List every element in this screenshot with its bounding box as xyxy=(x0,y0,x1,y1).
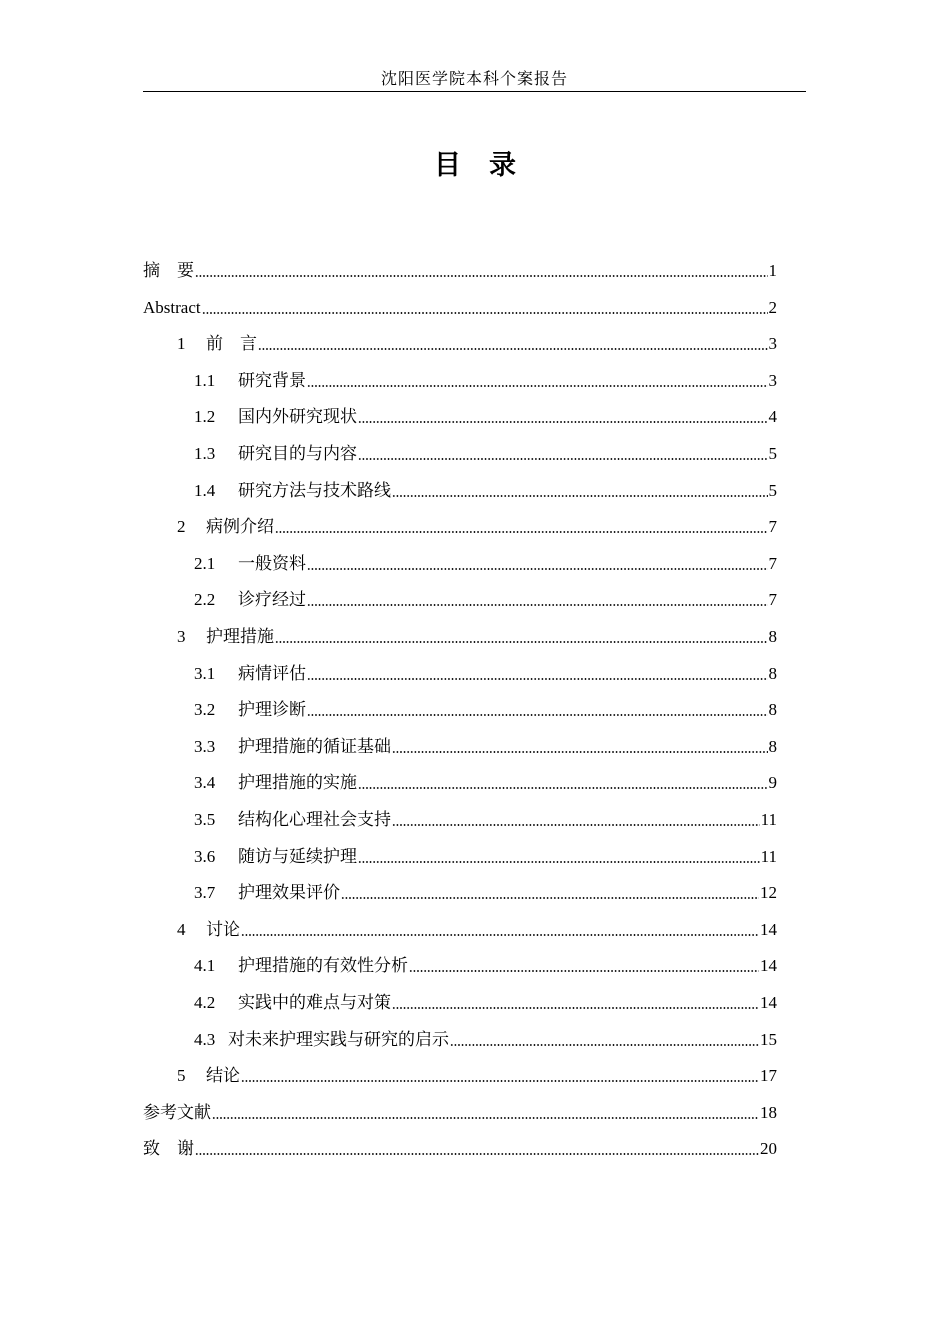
toc-dot-leader xyxy=(307,385,768,387)
toc-entry-title: 病情评估 xyxy=(238,663,306,683)
toc-entry-page-number: 2 xyxy=(768,297,777,317)
toc-entry-page-number: 8 xyxy=(768,700,777,720)
toc-entry-page-number: 5 xyxy=(768,444,777,463)
toc-entry-number: 1.3 xyxy=(194,444,216,463)
toc-entry-number: 3 xyxy=(177,627,186,646)
toc-entry-title: 研究方法与技术路线 xyxy=(238,480,391,500)
toc-entry-title: 一般资料 xyxy=(238,553,306,573)
toc-dot-leader xyxy=(341,897,759,899)
toc-entry-page-number: 7 xyxy=(768,553,777,573)
toc-entry[interactable] xyxy=(194,770,777,794)
toc-entry-page-number: 17 xyxy=(760,1066,777,1086)
toc-entry-title: 摘 要 xyxy=(143,261,194,280)
toc-entry[interactable] xyxy=(194,587,777,611)
toc-entry-number: 2 xyxy=(177,517,186,537)
toc-entry-number: 3.6 xyxy=(194,846,216,866)
toc-entry[interactable] xyxy=(177,917,777,941)
toc-entry[interactable] xyxy=(194,661,777,685)
toc-entry[interactable] xyxy=(177,624,777,648)
page-header-title: 沈阳医学院本科个案报告 xyxy=(380,71,568,88)
toc-entry-page-number: 18 xyxy=(760,1102,777,1122)
toc-dot-leader xyxy=(275,641,768,643)
toc-entry-page-number: 3 xyxy=(768,370,777,390)
toc-dot-leader xyxy=(212,1117,759,1119)
toc-entry-page-number: 8 xyxy=(768,663,777,683)
toc-entry-page-number: 11 xyxy=(760,810,777,829)
toc-entry[interactable] xyxy=(143,258,777,282)
toc-entry-title: 随访与延续护理 xyxy=(238,846,357,866)
toc-entry-title: 参考文献 xyxy=(143,1102,211,1122)
toc-entry[interactable] xyxy=(194,807,777,831)
toc-entry[interactable] xyxy=(143,1136,777,1160)
toc-entry-page-number: 8 xyxy=(768,736,777,756)
toc-title: 目录 xyxy=(434,150,544,181)
toc-dot-leader xyxy=(392,1007,759,1009)
toc-entry-title: 研究目的与内容 xyxy=(238,444,357,463)
toc-entry-page-number: 7 xyxy=(768,517,777,537)
toc-dot-leader xyxy=(241,1080,759,1082)
toc-dot-leader xyxy=(195,275,768,277)
toc-entry[interactable] xyxy=(194,478,777,502)
toc-entry-title: 护理措施的实施 xyxy=(238,773,357,793)
toc-entry-title: 对未来护理实践与研究的启示 xyxy=(228,1029,449,1049)
toc-dot-leader xyxy=(392,824,760,826)
toc-entry-page-number: 7 xyxy=(768,590,777,610)
toc-entry[interactable] xyxy=(177,331,777,355)
toc-entry[interactable] xyxy=(194,844,777,868)
toc-entry-number: 3.5 xyxy=(194,810,216,829)
toc-entry[interactable] xyxy=(143,295,777,319)
toc-entry-number: 2.2 xyxy=(194,590,216,610)
toc-entry-title: 诊疗经过 xyxy=(238,590,306,610)
toc-dot-leader xyxy=(241,934,759,936)
toc-entry-title: 研究背景 xyxy=(238,370,306,390)
toc-dot-leader xyxy=(450,1044,759,1046)
toc-entry-title: 护理措施的有效性分析 xyxy=(238,956,408,976)
toc-entry-number: 1.1 xyxy=(194,370,216,390)
toc-entry-number: 5 xyxy=(177,1066,186,1086)
toc-entry[interactable] xyxy=(194,441,777,465)
toc-dot-leader xyxy=(392,495,768,497)
toc-entry-number: 3.4 xyxy=(194,773,216,793)
toc-dot-leader xyxy=(358,458,768,460)
toc-entry[interactable] xyxy=(194,404,777,428)
toc-entry-number: 2.1 xyxy=(194,553,216,573)
toc-entry-title: 护理措施的循证基础 xyxy=(238,736,391,756)
toc-entry[interactable] xyxy=(194,697,777,721)
toc-entry-title: 结构化心理社会支持 xyxy=(238,810,391,829)
toc-entry[interactable] xyxy=(194,551,777,575)
toc-entry-title: 护理效果评价 xyxy=(238,883,340,903)
toc-entry[interactable] xyxy=(194,990,777,1014)
toc-dot-leader xyxy=(358,787,768,789)
toc-entry-number: 4.3 xyxy=(194,1029,216,1049)
toc-entry-page-number: 14 xyxy=(760,993,777,1012)
toc-dot-leader xyxy=(307,714,768,716)
toc-dot-leader xyxy=(358,421,768,423)
toc-dot-leader xyxy=(409,970,759,972)
toc-entry[interactable] xyxy=(143,1100,777,1124)
toc-dot-leader xyxy=(195,1153,759,1155)
toc-entry-title: 国内外研究现状 xyxy=(238,407,357,427)
toc-dot-leader xyxy=(258,348,768,350)
toc-entry-number: 3.3 xyxy=(194,736,216,756)
toc-entry-number: 4.2 xyxy=(194,993,216,1012)
toc-entry-page-number: 3 xyxy=(768,334,777,354)
toc-entry[interactable] xyxy=(194,953,777,977)
toc-entry-title: 结论 xyxy=(206,1066,240,1086)
toc-entry-title: Abstract xyxy=(143,297,201,317)
toc-entry-page-number: 1 xyxy=(768,261,777,280)
toc-entry-number: 1.4 xyxy=(194,480,216,500)
toc-entry-page-number: 11 xyxy=(760,846,777,866)
toc-entry-number: 3.2 xyxy=(194,700,216,720)
toc-dot-leader xyxy=(307,568,768,570)
toc-entry-number: 3.1 xyxy=(194,663,216,683)
toc-entry-title: 实践中的难点与对策 xyxy=(238,993,391,1012)
toc-entry-page-number: 14 xyxy=(760,956,777,976)
toc-entry-page-number: 15 xyxy=(760,1029,777,1049)
toc-entry[interactable] xyxy=(194,1027,777,1051)
toc-dot-leader xyxy=(202,312,768,314)
toc-entry-page-number: 12 xyxy=(760,883,777,903)
toc-entry-title: 前 言 xyxy=(206,334,257,354)
toc-dot-leader xyxy=(275,531,768,533)
toc-dot-leader xyxy=(307,604,768,606)
toc-dot-leader xyxy=(307,678,768,680)
toc-entry-page-number: 4 xyxy=(768,407,777,427)
toc-entry[interactable] xyxy=(177,514,777,538)
toc-entry-page-number: 20 xyxy=(760,1139,777,1159)
toc-entry-title: 病例介绍 xyxy=(206,517,274,537)
toc-entry-title: 护理措施 xyxy=(206,627,274,646)
toc-entry-number: 1.2 xyxy=(194,407,216,427)
toc-entry[interactable] xyxy=(177,1063,777,1087)
toc-entry-number: 3.7 xyxy=(194,883,216,903)
toc-entry[interactable] xyxy=(194,368,777,392)
toc-entry[interactable] xyxy=(194,734,777,758)
toc-dot-leader xyxy=(392,751,768,753)
toc-entry-number: 1 xyxy=(177,334,186,354)
toc-entry-page-number: 14 xyxy=(760,919,777,939)
toc-entry-number: 4.1 xyxy=(194,956,216,976)
toc-entry-page-number: 5 xyxy=(768,480,777,500)
toc-entry-title: 致 谢 xyxy=(143,1139,194,1159)
toc-entry-page-number: 9 xyxy=(768,773,777,793)
toc-dot-leader xyxy=(358,861,760,863)
toc-entry[interactable] xyxy=(194,880,777,904)
toc-entry-page-number: 8 xyxy=(768,627,777,646)
toc-entry-title: 讨论 xyxy=(206,919,240,939)
toc-entry-title: 护理诊断 xyxy=(238,700,306,720)
toc-entry-number: 4 xyxy=(177,919,186,939)
